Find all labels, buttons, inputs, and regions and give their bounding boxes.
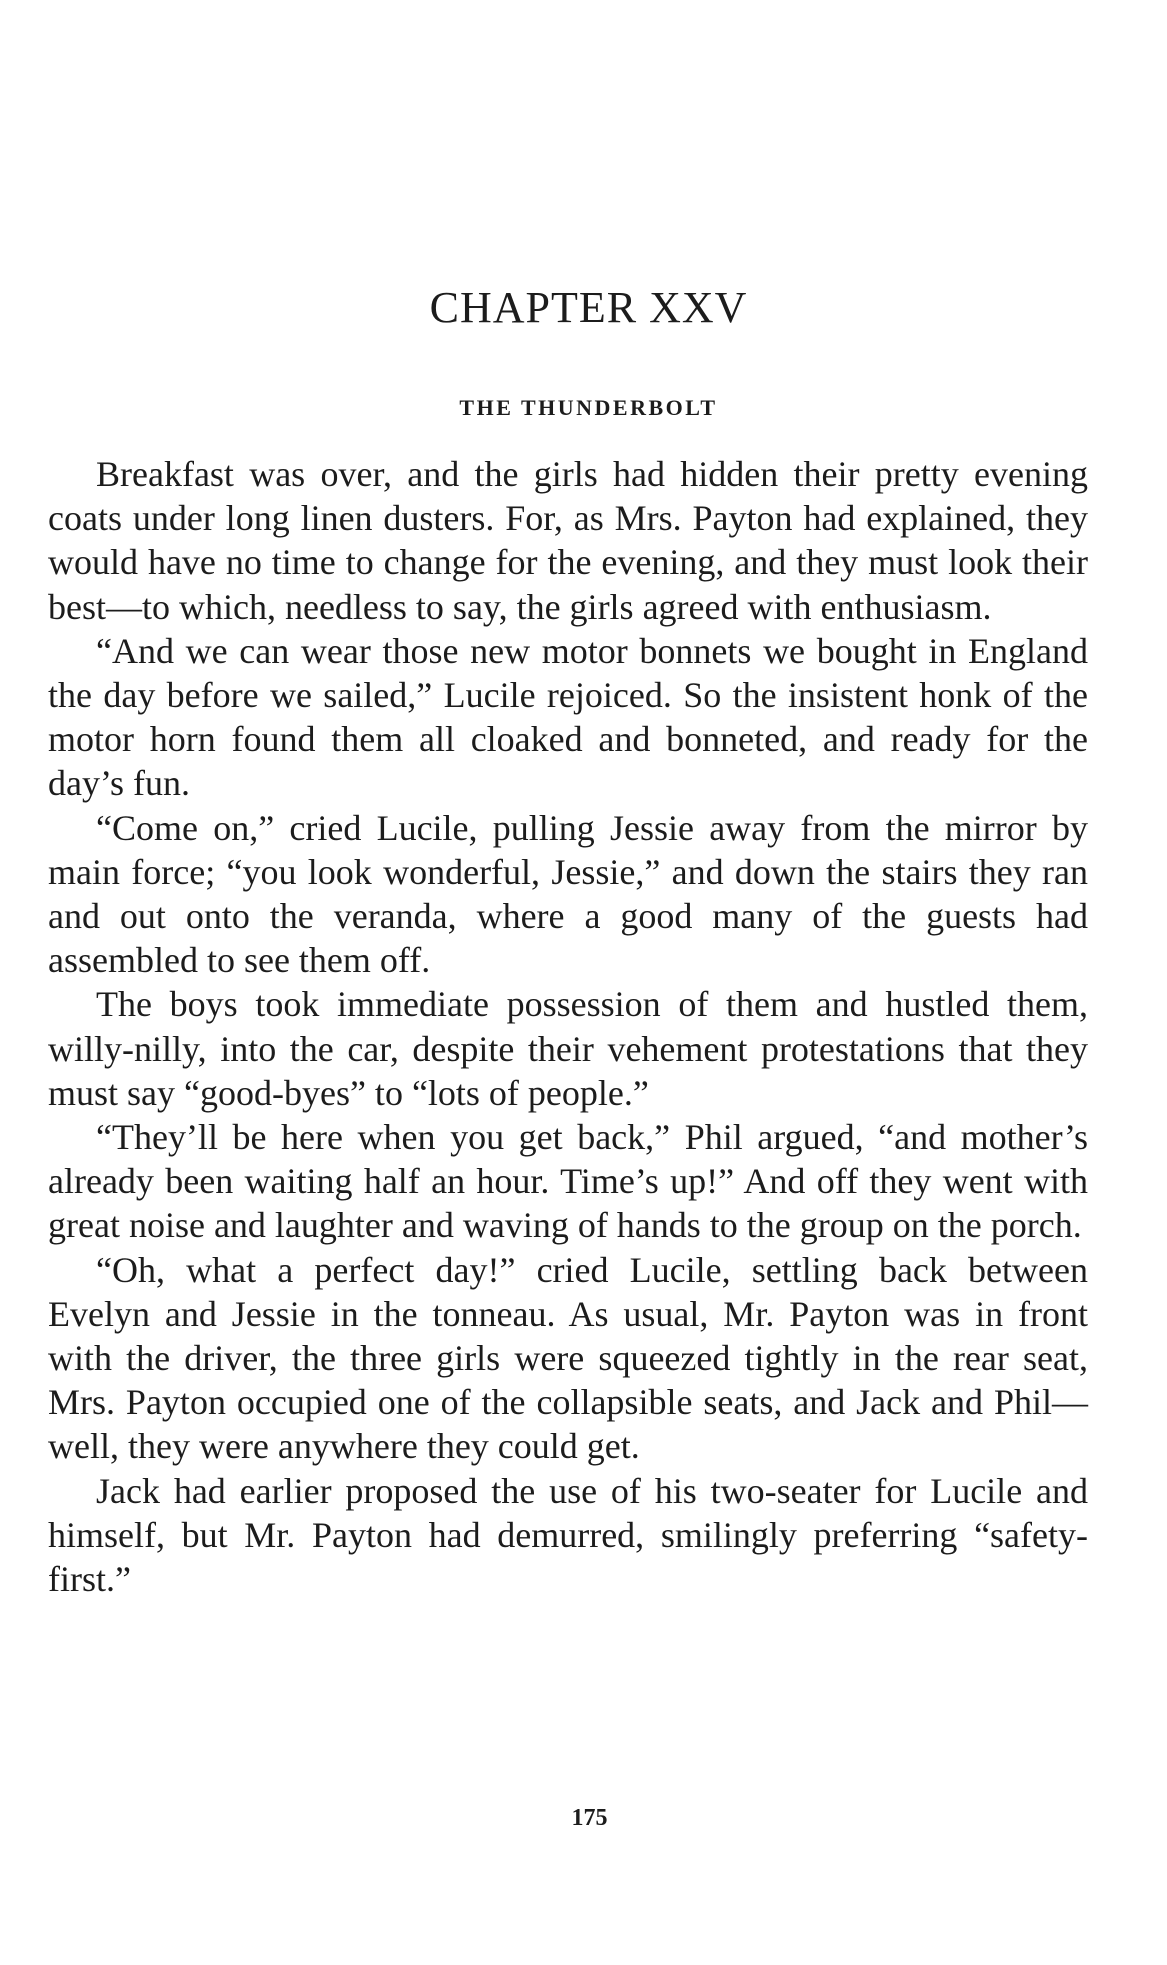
chapter-subtitle: THE THUNDERBOLT (459, 395, 718, 420)
chapter-body (48, 452, 1088, 1601)
paragraph: Jack had earlier proposed the use of his two-seater for Lucile and himself, but Mr. Payton had demurred, smilingly preferring “safety-first.” (48, 1470, 1088, 1600)
paragraph: “They’ll be here when you get back,” Phil argued, “and mother’s already been waiting half an hour. Time’s up!” And off they went with great noise and laughter and waving of hands to the group on the porch. (48, 1117, 1088, 1246)
paragraph: “Come on,” cried Lucile, pulling Jessie away from the mirror by main force; “you look wonderful, Jessie,” and down the stairs they ran and out onto the veranda, where a good many of the guests had assembled to see them off. (48, 807, 1088, 981)
paragraph: The boys took immediate possession of them and hustled them, willy-nilly, into the car, despite their vehement protestations that they must say “good-byes” to “lots of people.” (48, 984, 1088, 1113)
chapter-title: CHAPTER XXV (429, 283, 748, 332)
paragraph: “Oh, what a perfect day!” cried Lucile, settling back between Evelyn and Jessie in the tonneau. As usual, Mr. Payton was in front with the driver, the three girls were squeezed tightly in the rear seat, Mrs. Payton occupied one of the collapsible seats, and Jack and Phil—well, they were anywhere they could get. (48, 1249, 1088, 1467)
paragraph: Breakfast was over, and the girls had hidden their pretty evening coats under long linen dusters. For, as Mrs. Payton had explained, they would have no time to change for the evening, and they must look their best—to which, needless to say, the girls agreed with enthusiasm. (48, 454, 1088, 627)
paragraph: “And we can wear those new motor bonnets we bought in England the day before we sailed,” Lucile rejoiced. So the insistent honk of the motor horn found them all cloaked and bonneted, and ready for the day’s fun. (48, 630, 1088, 804)
page-number: 175 (571, 1805, 608, 1831)
